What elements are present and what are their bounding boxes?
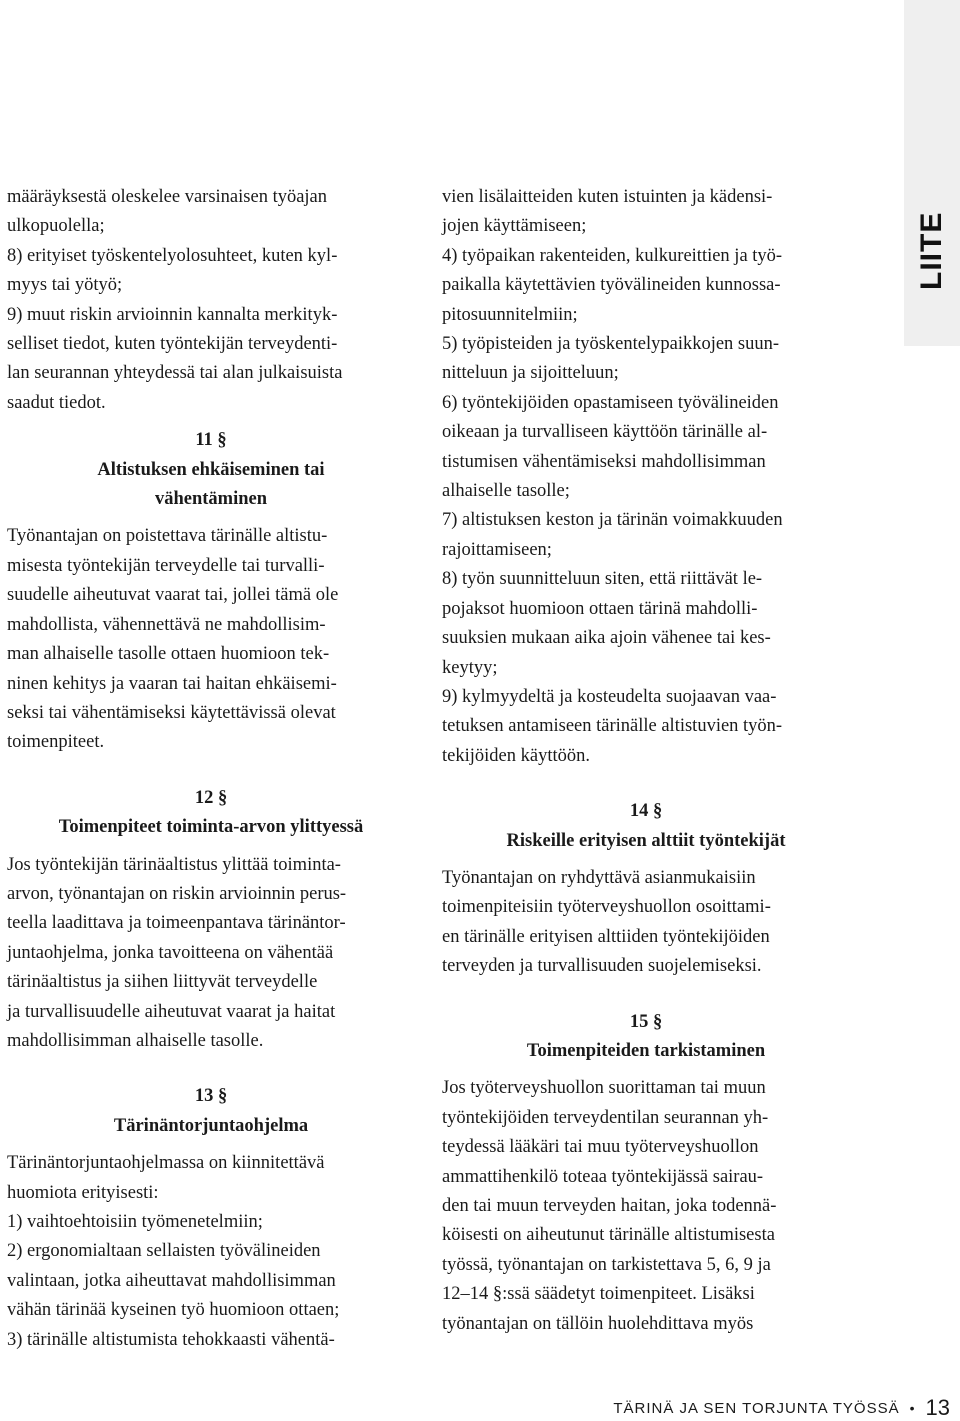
section-14-body: Työnantajan on ryhdyttävä asianmukaisiin toimenpiteisiin työterveyshuollon osoittami- en tärinälle erityisen alttiiden työntekijöiden terveyden ja turvallisuuden suojelemiseksi. xyxy=(442,867,771,977)
section-11-number: 11 § xyxy=(195,430,227,451)
section-15-number: 15 § xyxy=(629,1011,663,1032)
section-15-body: Jos työterveyshuollon suorittaman tai muun työntekijöiden terveydentilan seurannan yh- teydessä lääkäri tai muu työterveyshuollon ammattihenkilö toteaa työntekijässä sairau- den tai muun terveyden haitan, joka todennä- köisesti on aiheutunut tärinälle altistumisesta työssä, työnantajan on tarkistettava 5, 6, 9 ja 12–14 §:ssä säädetyt toimenpiteet. Lisäksi työnantajan on tällöin huolehdittava myös xyxy=(442,1078,777,1334)
page-number: 13 xyxy=(925,1395,950,1420)
section-13-body: Tärinäntorjuntaohjelmassa on kiinnitettävä huomiota erityisesti: 1) vaihtoehtoisiin työmenetelmiin; 2) ergonomialtaan sellaisten työvälineiden valintaan, jotka aiheuttavat mahdollisimman vähän tärinää kyseinen työ huomioon ottaen; 3) tärinälle altistumista tehokkaasti vähentä- xyxy=(7,1153,340,1350)
right-intro-text: vien lisälaitteiden kuten istuinten ja kädensi- jojen käyttämiseen; 4) työpaikan rakenteiden, kulkureittien ja työ- paikalla käytettävien työvälineiden kunnossa- pitosuunnitelmiin; 5) työpisteiden ja työskentelypaikkojen suun- nitteluun ja sijoitteluun; 6) työntekijöiden opastamiseen työvälineiden oikeaan ja turvalliseen käyttöön tärinälle al- tistumisen vähentämiseksi mahdollisimman alhaiselle tasolle; 7) altistuksen keston ja tärinän voimakkuuden rajoittamiseen; 8) työn suunnitteluun siten, että riittävät le- pojaksot huomioon ottaen tärinä mahdolli- suuksien mukaan aika ajoin vähenee tai kes- keytyy; 9) kylmyydeltä ja kosteudelta suojaavan vaa- tetuksen antamiseen tärinälle altistuvien työn- tekijöiden käyttöön. xyxy=(442,187,783,766)
side-tab-label: LIITE xyxy=(915,211,948,290)
section-12-body: Jos työntekijän tärinäaltistus ylittää toiminta- arvon, työnantajan on riskin arvioinnin perus- teella laadittava ja toimeenpantava tärinäntor- juntaohjelma, jonka tavoitteena on vähentää tärinäaltistus ja siihen liittyvät terveydelle ja turvallisuudelle aiheutuvat vaarat ja haitat mahdollisimman alhaiselle tasolle. xyxy=(7,854,347,1051)
section-15-title: Toimenpiteiden tarkistaminen xyxy=(526,1040,766,1061)
page-footer xyxy=(613,1395,950,1421)
footer-title: TÄRINÄ JA SEN TORJUNTA TYÖSSÄ xyxy=(613,1399,900,1417)
left-column xyxy=(7,183,415,1355)
section-13-number: 13 § xyxy=(194,1086,228,1107)
section-11-body: Työnantajan on poistettava tärinälle altistu- misesta työntekijän terveydelle tai turvalli- suudelle aiheutuvat vaarat tai, jollei tämä ole mahdollista, vähennettävä ne mahdollisim- man alhaiselle tasolle ottaen huomioon tek- ninen kehitys ja vaaran tai haitan ehkäisemi- seksi tai vähentämiseksi käytettävissä olevat toimenpiteet. xyxy=(7,526,339,753)
section-14-number: 14 § xyxy=(629,801,663,822)
right-column xyxy=(442,183,850,1339)
section-11-title: Altistuksen ehkäiseminen tai vähentäminen xyxy=(97,459,325,510)
left-intro-text: määräyksestä oleskelee varsinaisen työajan ulkopuolella; 8) erityiset työskentelyolosuhteet, kuten kyl- myys tai yötyö; 9) muut riskin arvioinnin kannalta merkityk- selliset tiedot, kuten työntekijän terveydenti- lan seurannan yhteydessä tai alan julkaisuista saadut tiedot. xyxy=(7,187,343,413)
side-tab xyxy=(904,0,960,346)
footer-bullet-icon: • xyxy=(909,1400,916,1416)
section-13-title: Tärinäntorjuntaohjelma xyxy=(113,1115,309,1136)
section-12-number: 12 § xyxy=(194,787,228,808)
section-12-title: Toimenpiteet toiminta-arvon ylittyessä xyxy=(58,817,364,838)
section-14-title: Riskeille erityisen alttiit työntekijät xyxy=(506,830,786,851)
